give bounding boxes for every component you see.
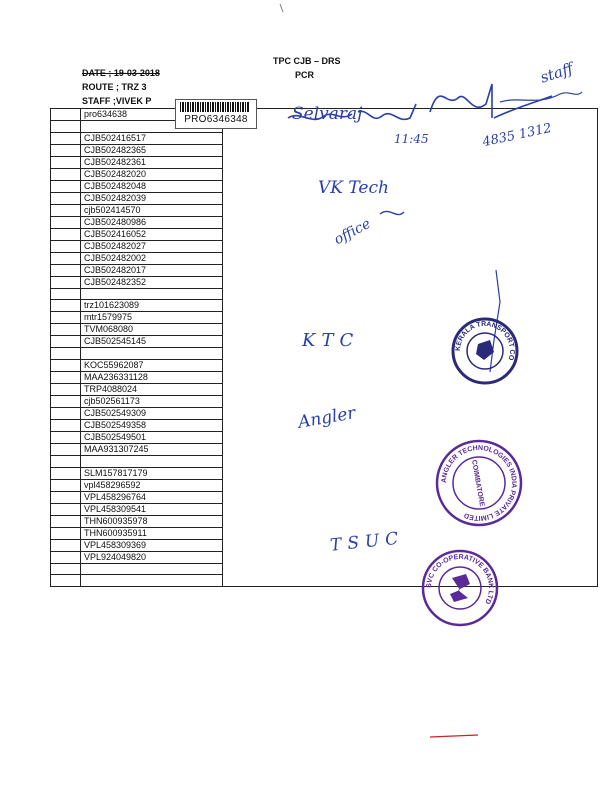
time-note: 11:45 <box>394 132 429 146</box>
awb-number-cell: VPL458309541 <box>81 503 223 515</box>
staff-note: staff <box>538 59 576 87</box>
signature-tail <box>500 92 582 102</box>
awb-number-cell: CJB502416052 <box>81 228 223 240</box>
awb-number-cell: cjb502414570 <box>81 204 223 216</box>
kerala-stamp-text: KERALA TRANSPORT CO <box>454 320 516 361</box>
date-field: DATE ; 19-03-2018 <box>82 68 160 78</box>
angler-stamp <box>434 438 524 528</box>
awb-number-cell: THN600935978 <box>81 515 223 527</box>
awb-number-cell: CJB502482048 <box>81 180 223 192</box>
header-title-line2: PCR <box>295 70 315 80</box>
vk-tech-note: VK Tech <box>318 178 389 198</box>
awb-number-cell: SLM157817179 <box>81 467 223 479</box>
office-underline <box>380 211 404 214</box>
awb-number-cell: MAA931307245 <box>81 444 223 456</box>
scan-mark <box>280 4 283 12</box>
svc-stamp-text: SVC CO-OPERATIVE BANK LTD <box>425 553 495 605</box>
awb-number-cell: CJB502482017 <box>81 264 223 276</box>
awb-number-cell: VPL458296764 <box>81 491 223 503</box>
phone-number: 4835 1312 <box>481 120 554 151</box>
angler-stamp-center-text: COIMBATORE <box>469 459 486 508</box>
awb-number-cell: CJB502549358 <box>81 420 223 432</box>
awb-number-cell: CJB502482020 <box>81 168 223 180</box>
awb-number-cell: CJB502549309 <box>81 408 223 420</box>
awb-number-cell: trz101623089 <box>81 300 223 312</box>
awb-number-cell: CJB502480986 <box>81 216 223 228</box>
angler-note: Angler <box>296 403 358 433</box>
awb-number-cell: CJB502482361 <box>81 156 223 168</box>
angler-stamp-outer-text: ANGLER TECHNOLOGIES INDIA PRIVATE LIMITED <box>440 444 518 522</box>
kerala-stamp-emblem <box>476 340 494 360</box>
awb-number-cell: MAA236331128 <box>81 372 223 384</box>
awb-number-cell: CJB502482365 <box>81 144 223 156</box>
signature-text: Selvaraj <box>292 104 363 124</box>
awb-number-cell: VPL924049820 <box>81 551 223 563</box>
barcode-label: PRO6346348 <box>184 114 248 125</box>
awb-number-cell: CJB502545145 <box>81 336 223 348</box>
red-mark <box>430 735 478 737</box>
route-field: ROUTE ; TRZ 3 <box>82 82 147 92</box>
signature-flourish <box>430 84 552 118</box>
awb-number-cell: KOC55962087 <box>81 360 223 372</box>
svc-bank-stamp <box>420 548 500 628</box>
awb-number-cell: vpl458296592 <box>81 479 223 491</box>
awb-number-cell: cjb502561173 <box>81 396 223 408</box>
svc-stamp-emblem <box>450 574 470 602</box>
ktc-note: KTC <box>302 330 360 351</box>
awb-number-cell: VPL458309369 <box>81 539 223 551</box>
awb-number-cell: CJB502549501 <box>81 432 223 444</box>
staff-field: STAFF ;VIVEK P <box>82 96 152 106</box>
office-note: office <box>331 215 374 249</box>
awb-number-cell: CJB502416517 <box>81 132 223 144</box>
awb-number-cell: CJB502482002 <box>81 252 223 264</box>
awb-number-cell: TRP4088024 <box>81 384 223 396</box>
awb-number-cell: CJB502482027 <box>81 240 223 252</box>
kerala-transport-stamp <box>450 316 520 386</box>
header-title-line1: TPC CJB – DRS <box>273 56 341 66</box>
awb-number-cell: mtr1579975 <box>81 312 223 324</box>
awb-number-cell: pro634638 <box>81 109 223 121</box>
awb-number-cell: THN600935911 <box>81 527 223 539</box>
awb-number-cell: CJB502482039 <box>81 192 223 204</box>
awb-number-cell: TVM068080 <box>81 324 223 336</box>
awb-number-cell: CJB502482352 <box>81 276 223 288</box>
tsuc-note: TSUC <box>329 528 406 556</box>
